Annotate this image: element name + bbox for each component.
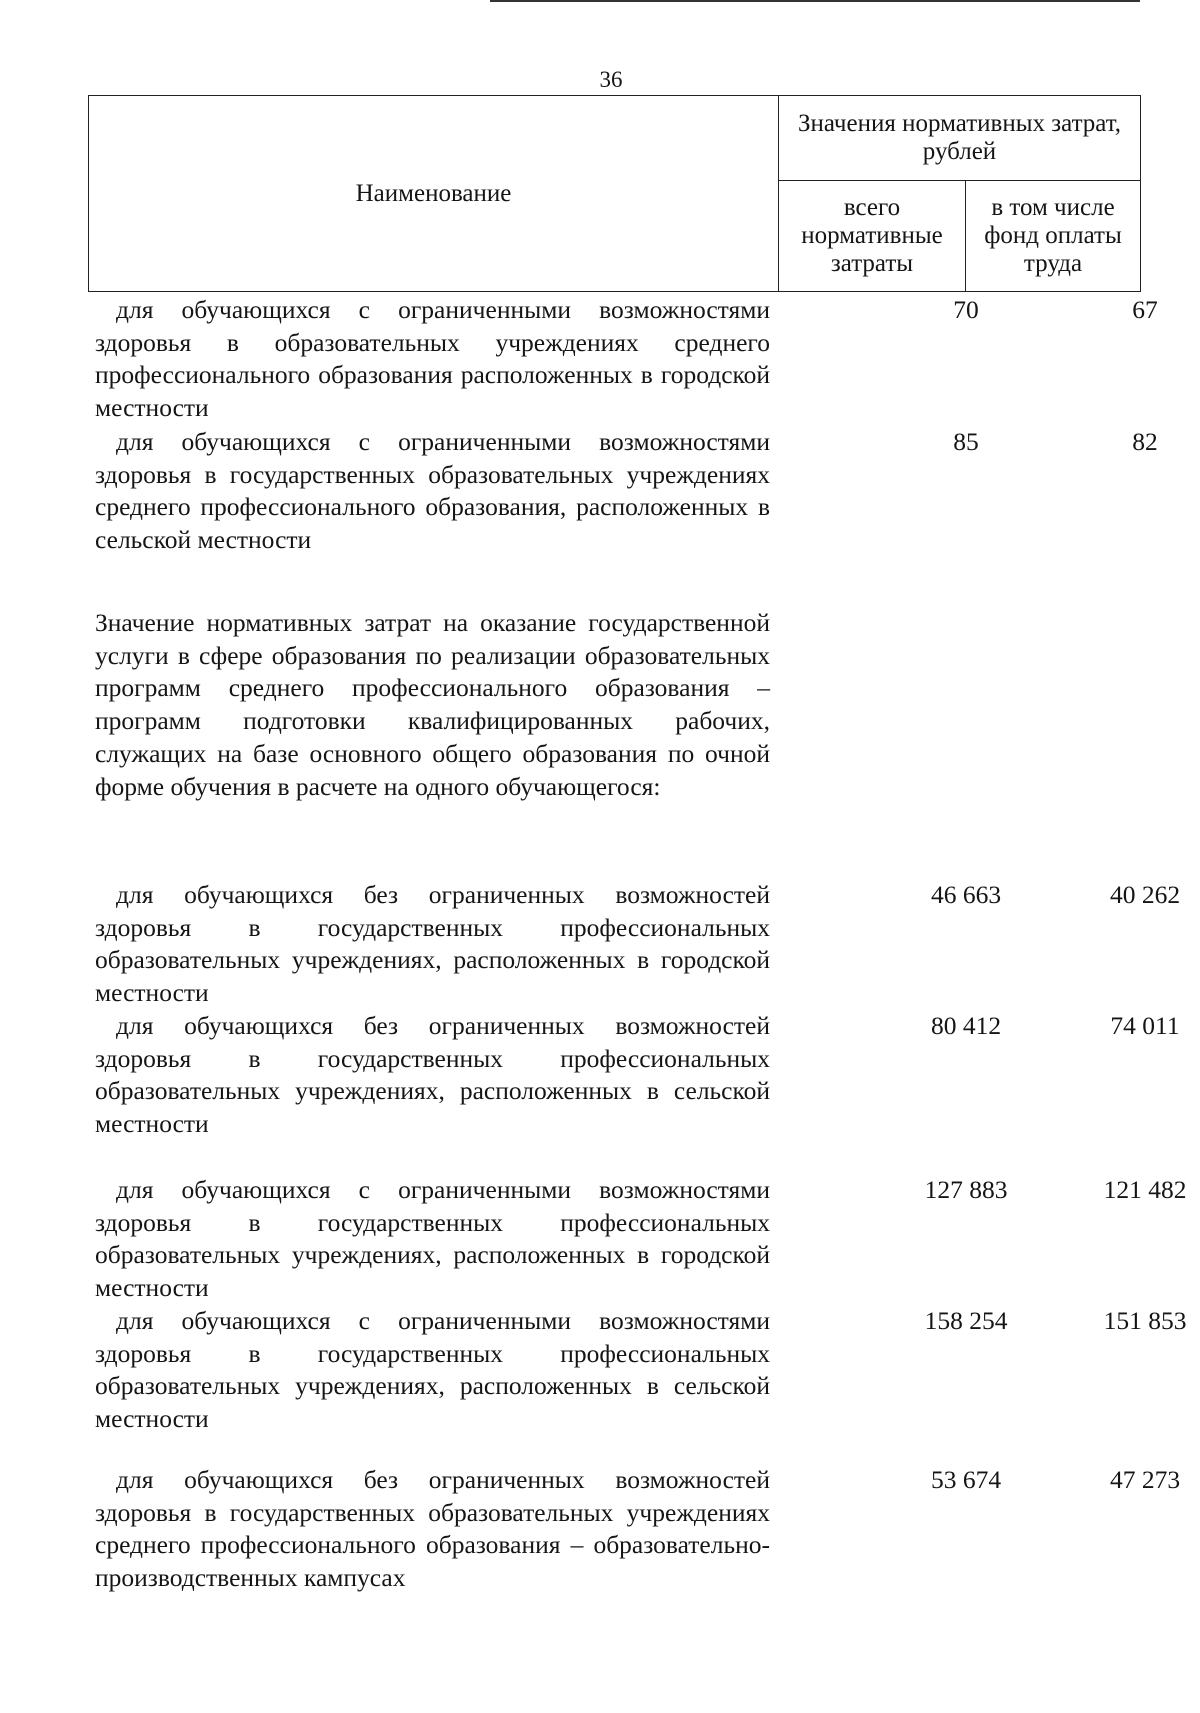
row-total-value: 70 xyxy=(953,295,979,324)
row-wage-value: 151 853 xyxy=(1103,1306,1187,1335)
section-heading: Значение нормативных затрат на оказание государственной услуги в сфере образования по реализации образовательных программ среднего профессионального образования – программ подготовки квалифицированных рабочих, служащих на базе основного общего образования по очной форме обучения в расчете на одного обучающегося: xyxy=(95,608,770,801)
row-wage-value: 74 011 xyxy=(1110,1011,1180,1040)
row-description: для обучающихся с ограниченными возможностями здоровья в государственных профессиональных образовательных учреждениях, расположенных в сельской местности xyxy=(95,1306,770,1434)
row-total-value: 127 883 xyxy=(924,1175,1008,1204)
row-wage-value: 67 xyxy=(1132,295,1158,324)
row-total-value: 158 254 xyxy=(924,1306,1008,1335)
row-description: для обучающихся с ограниченными возможностями здоровья в образовательных учреждениях среднего профессионального образования расположенных в городской местности xyxy=(95,295,770,423)
row-wage-value: 82 xyxy=(1132,427,1158,456)
row-description: для обучающихся без ограниченных возможностей здоровья в государственных профессиональных образовательных учреждениях, расположенных в городской местности xyxy=(95,880,770,1008)
header-name-cell: Наименование xyxy=(89,96,779,292)
header-values-group: Значения нормативных затрат, рублей xyxy=(779,96,1141,181)
row-total-value: 53 674 xyxy=(930,1465,1002,1494)
row-description: для обучающихся с ограниченными возможностями здоровья в государственных образовательных учреждениях среднего профессионального образования, расположенных в сельской местности xyxy=(95,427,770,555)
row-total-value: 46 663 xyxy=(930,880,1002,909)
header-wage-cell: в том числе фонд оплаты труда xyxy=(966,181,1141,292)
header-table xyxy=(88,95,1141,292)
row-description: для обучающихся без ограниченных возможностей здоровья в государственных профессиональных образовательных учреждениях, расположенных в сельской местности xyxy=(95,1011,770,1139)
row-total-value: 85 xyxy=(953,427,979,456)
header-total-cell: всего нормативные затраты xyxy=(779,181,966,292)
row-total-value: 80 412 xyxy=(930,1011,1002,1040)
row-wage-value: 40 262 xyxy=(1109,880,1181,909)
page-number: 36 xyxy=(599,67,623,92)
row-description: для обучающихся с ограниченными возможностями здоровья в государственных профессиональных образовательных учреждениях, расположенных в городской местности xyxy=(95,1175,770,1303)
row-wage-value: 121 482 xyxy=(1103,1175,1187,1204)
top-border-line xyxy=(490,0,1140,2)
row-wage-value: 47 273 xyxy=(1109,1465,1181,1494)
row-description: для обучающихся без ограниченных возможностей здоровья в государственных образовательных учреждениях среднего профессионального образования – образовательно-производственных кампусах xyxy=(95,1465,770,1593)
